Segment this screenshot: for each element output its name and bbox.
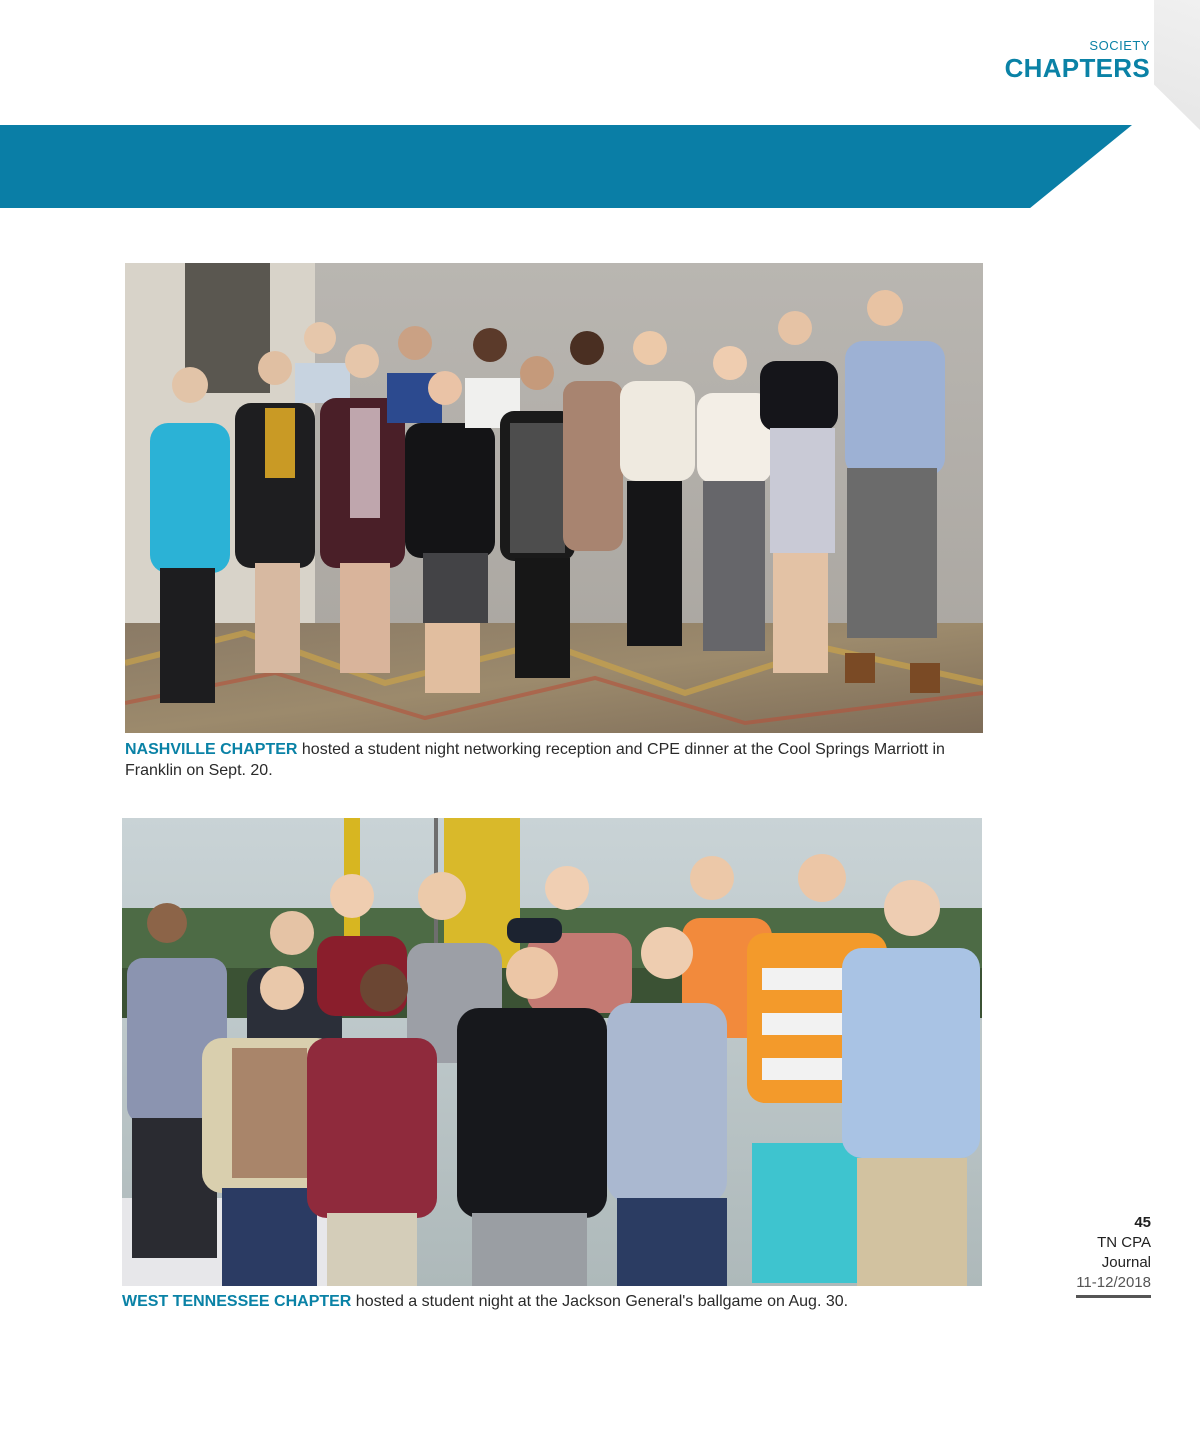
section-title: CHAPTERS (1004, 53, 1150, 83)
nashville-caption-text: hosted a student night networking reception and CPE dinner at the Cool Springs Marriott in Franklin on Sept. 20. (125, 741, 945, 779)
nashville-caption-lead: NASHVILLE CHAPTER (125, 741, 298, 758)
nashville-group-photo (125, 263, 983, 733)
issue-date: 11-12/2018 (1076, 1273, 1151, 1298)
west-tennessee-caption (122, 1291, 982, 1312)
publication-name-line2: Journal (1101, 1254, 1151, 1271)
page-corner-fold (1154, 0, 1200, 130)
page-folio (1076, 1213, 1151, 1298)
section-kicker: SOCIETY (1089, 38, 1150, 53)
header-band (0, 125, 1132, 208)
west-tennessee-caption-lead: WEST TENNESSEE CHAPTER (122, 1293, 352, 1310)
publication-name-line1: TN CPA (1097, 1234, 1151, 1251)
west-tennessee-caption-text: hosted a student night at the Jackson General's ballgame on Aug. 30. (351, 1293, 849, 1310)
page-number: 45 (1134, 1214, 1151, 1231)
west-tennessee-group-photo (122, 818, 982, 1286)
nashville-caption (125, 739, 985, 781)
section-header (1005, 38, 1150, 82)
